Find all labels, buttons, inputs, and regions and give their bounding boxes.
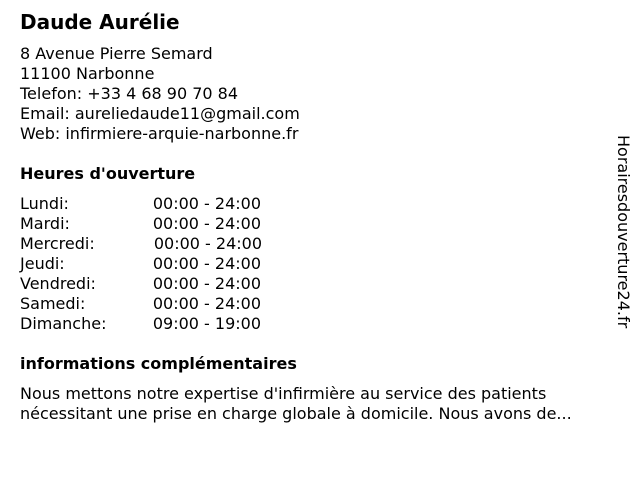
phone-text: Telefon: +33 4 68 90 70 84 <box>20 84 239 103</box>
address-street: 8 Avenue Pierre Semard <box>20 44 213 63</box>
day-label: Mardi: <box>20 214 70 233</box>
info-line-2: nécessitant une prise en charge globale à domicile. Nous avons de... <box>20 404 572 423</box>
hours-row-friday <box>20 274 280 294</box>
additional-info-heading: informations complémentaires <box>20 354 297 373</box>
business-name: Daude Aurélie <box>20 10 180 34</box>
hours-row-sunday <box>20 314 280 334</box>
website-text: Web: infirmiere-arquie-narbonne.fr <box>20 124 299 143</box>
email-text: Email: aureliedaude11@gmail.com <box>20 104 300 123</box>
hours-row-wednesday <box>20 234 280 254</box>
day-label: Lundi: <box>20 194 69 213</box>
hours-row-saturday <box>20 294 280 314</box>
site-brand-vertical: Horairesdouverture24.fr <box>614 135 633 329</box>
hours-row-thursday <box>20 254 280 274</box>
hours-row-tuesday <box>20 214 280 234</box>
time-range: 00:00 - 24:00 <box>153 234 262 253</box>
day-label: Vendredi: <box>20 274 96 293</box>
time-range: 09:00 - 19:00 <box>152 314 261 333</box>
day-label: Jeudi: <box>20 254 65 273</box>
time-range: 00:00 - 24:00 <box>152 294 261 313</box>
additional-info-text <box>20 384 630 424</box>
hours-row-monday <box>20 194 280 214</box>
day-label: Samedi: <box>20 294 86 313</box>
contact-block <box>20 44 300 144</box>
time-range: 00:00 - 24:00 <box>152 214 261 233</box>
address-city: 11100 Narbonne <box>20 64 155 83</box>
opening-hours-table <box>20 194 280 334</box>
info-line-1: Nous mettons notre expertise d'infirmière au service des patients <box>20 384 547 403</box>
day-label: Dimanche: <box>20 314 107 333</box>
opening-hours-heading: Heures d'ouverture <box>20 164 196 183</box>
time-range: 00:00 - 24:00 <box>152 194 261 213</box>
day-label: Mercredi: <box>20 234 95 253</box>
time-range: 00:00 - 24:00 <box>152 254 261 273</box>
time-range: 00:00 - 24:00 <box>152 274 261 293</box>
